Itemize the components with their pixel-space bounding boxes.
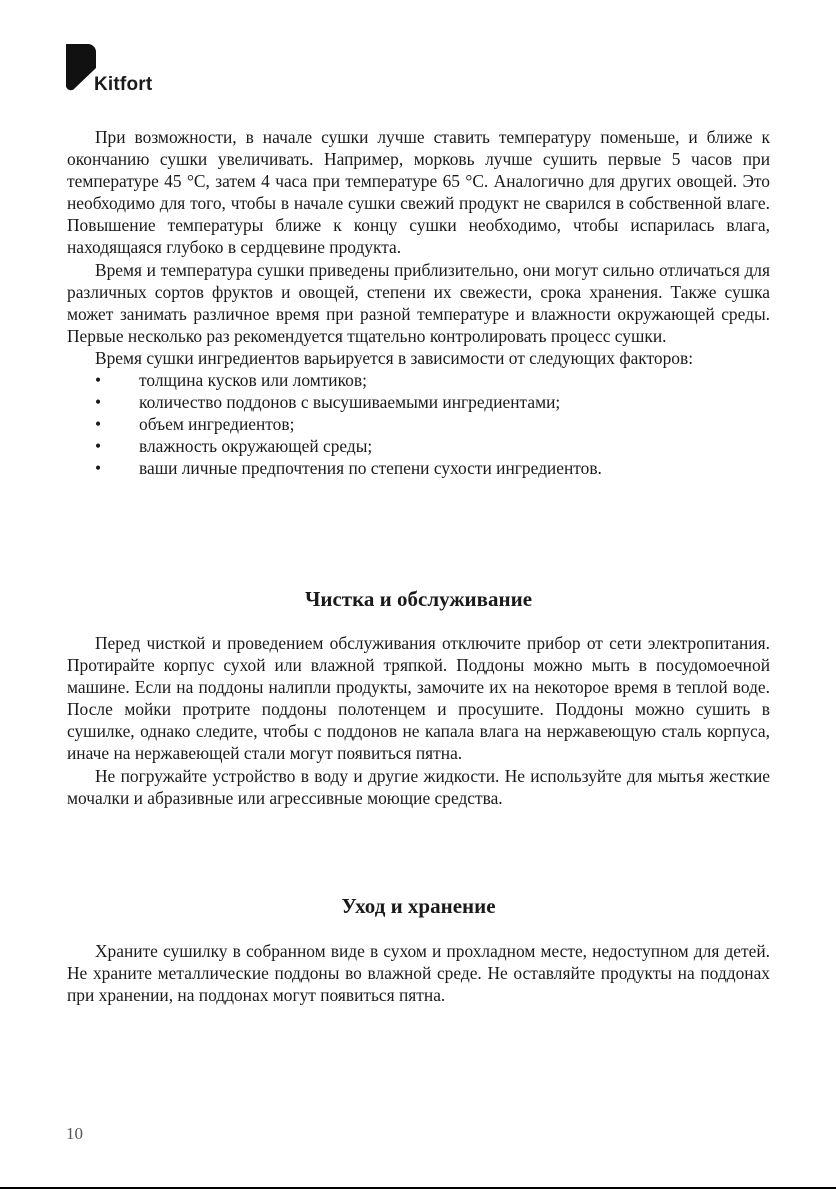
kitfort-logo-mark-icon <box>66 44 96 92</box>
cleaning-section <box>67 632 770 809</box>
list-item-text: влажность окружающей среды; <box>139 436 373 457</box>
bullet-icon: • <box>95 392 102 413</box>
list-item <box>67 413 770 435</box>
paragraph: Время сушки ингредиентов варьируется в зависимости от следующих факторов: <box>95 347 694 368</box>
list-item-text: ваши личные предпочтения по степени сухости ингредиентов. <box>139 458 602 479</box>
factor-list <box>67 369 770 479</box>
paragraph: Храните сушилку в собранном виде в сухом и прохладном месте, недоступном для детей. Не храните металлические поддоны во влажной среде. Не оставляйте продукты на поддонах при хранении, на поддонах могут появиться пятна. <box>67 941 770 1006</box>
brand-name: Kitfort <box>94 74 153 95</box>
bullet-icon: • <box>95 436 102 457</box>
bullet-icon: • <box>95 370 102 391</box>
storage-section <box>67 940 770 1006</box>
paragraph: Время и температура сушки приведены приблизительно, они могут сильно отличаться для различных сортов фруктов и овощей, степени их свежести, срока хранения. Также сушка может занимать различное время при разной температуре и влажности окружающей среды. Первые несколько раз рекомендуется тщательно контролировать процесс сушки. <box>67 259 770 346</box>
page-number: 10 <box>66 1124 83 1143</box>
bullet-icon: • <box>95 458 102 479</box>
section-heading-cleaning: Чистка и обслуживание <box>304 587 533 611</box>
list-item-text: толщина кусков или ломтиков; <box>139 370 367 391</box>
list-item <box>67 435 770 457</box>
paragraph: Не погружайте устройство в воду и другие жидкости. Не используйте для мытья жесткие мочалки и абразивные или агрессивные моющие средства. <box>67 765 770 808</box>
paragraph: При возможности, в начале сушки лучше ставить температуру поменьше, и ближе к окончанию сушки увеличивать. Например, морковь лучше сушить первые 5 часов при температуре 45 °С, затем 4 часа при температуре 65 °С. Аналогично для других овощей. Это необходимо для того, чтобы в начале сушки свежий продукт не сварился в собственной влаге. Повышение температуры ближе к концу сушки необходимо, чтобы испарилась влага, находящаяся глубоко в сердцевине продукта. <box>67 127 770 258</box>
list-item <box>67 391 770 413</box>
list-item-text: количество поддонов с высушиваемыми ингредиентами; <box>139 392 561 413</box>
brand-logo <box>66 44 206 96</box>
list-item-text: объем ингредиентов; <box>139 414 295 435</box>
list-item <box>67 457 770 479</box>
list-item <box>67 369 770 391</box>
bullet-icon: • <box>95 414 102 435</box>
paragraph: Перед чисткой и проведением обслуживания отключите прибор от сети электропитания. Протирайте корпус сухой или влажной тряпкой. Поддоны можно мыть в посудомоечной машине. Если на поддоны налипли продукты, замочите их на некоторое время в теплой воде. После мойки протрите поддоны полотенцем и просушите. Поддоны можно сушить в сушилке, однако следите, чтобы с поддонов не капала влага на нержавеющую сталь корпуса, иначе на нержавеющей стали могут появиться пятна. <box>67 633 770 764</box>
section-heading-storage: Уход и хранение <box>341 894 496 918</box>
intro-section <box>67 126 770 480</box>
